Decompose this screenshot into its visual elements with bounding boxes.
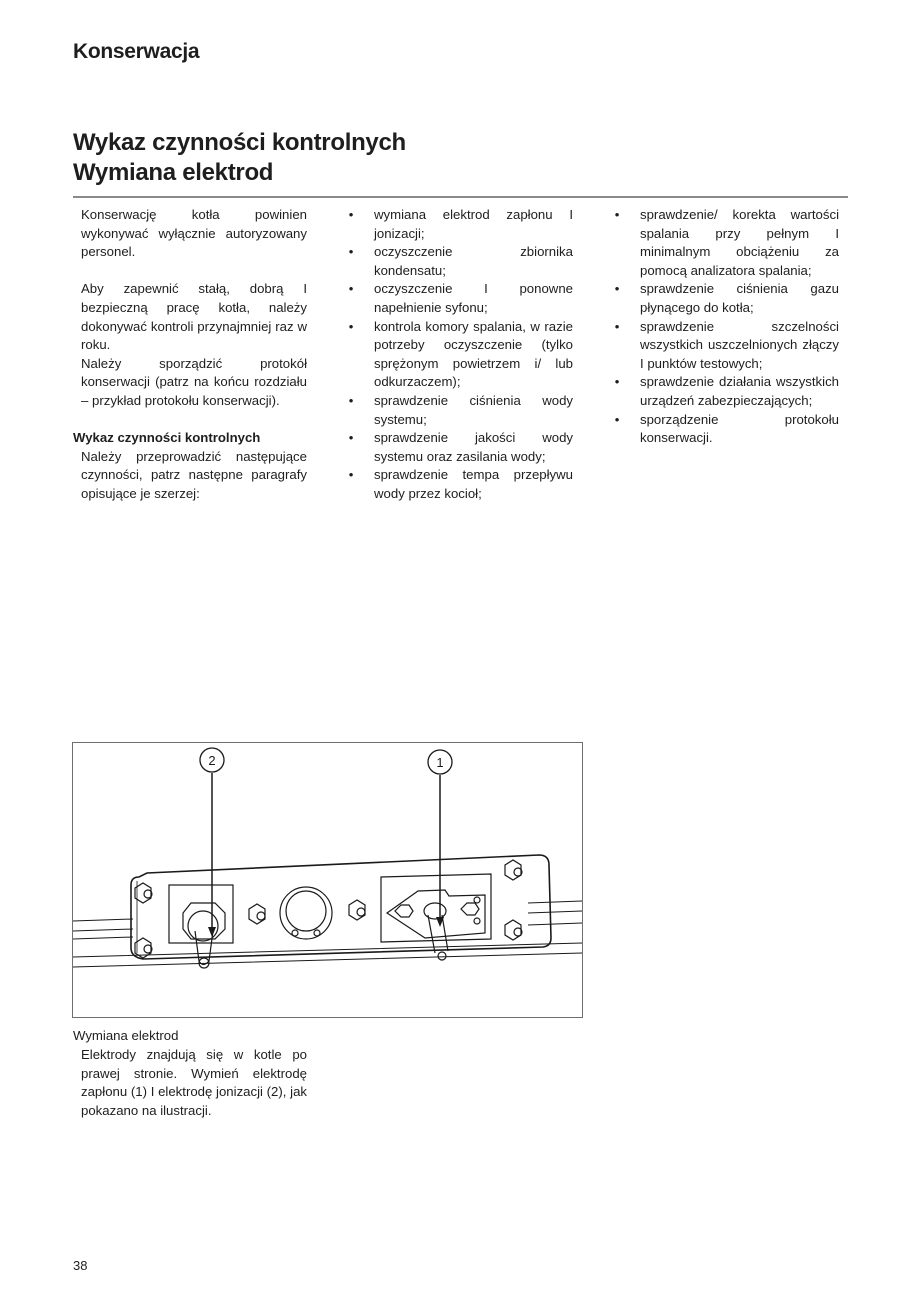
bullet-icon: •	[348, 430, 354, 446]
figure-caption-title: Wymiana elektrod	[73, 1028, 179, 1043]
list-item: • sprawdzenie szczelności wszystkich uszczelnionych złączy I punktów testowych;	[612, 318, 839, 374]
burner-plate-drawing	[73, 743, 582, 1017]
bullet-icon: •	[348, 392, 354, 408]
checklist-list-1	[346, 206, 573, 504]
list-item: • sprawdzenie ciśnienia gazu płynącego do kotła;	[612, 280, 839, 317]
bullet-icon: •	[348, 281, 354, 297]
list-item: • oczyszczenie I ponowne napełnienie syfonu;	[346, 280, 573, 317]
svg-text:2: 2	[208, 753, 216, 768]
page-title	[73, 128, 406, 188]
list-item: • wymiana elektrod zapłonu I jonizacji;	[346, 206, 573, 243]
list-item: • sprawdzenie/ korekta wartości spalania przy pełnym I minimalnym obciążeniu za pomocą analizatora spalania;	[612, 206, 839, 280]
page-title-line-2: Wymiana elektrod	[73, 159, 274, 186]
title-divider	[73, 196, 848, 198]
page-number: 38	[73, 1258, 88, 1273]
page-title-line-1: Wykaz czynności kontrolnych	[73, 129, 406, 156]
bullet-icon: •	[348, 244, 354, 260]
section-header: Konserwacja	[73, 40, 200, 63]
bullet-icon: •	[348, 207, 354, 222]
bullet-icon: •	[614, 207, 620, 222]
list-item: • kontrola komory spalania, w razie potrzeby oczyszczenie (tylko sprężonym powietrzem i/ lub odkurzaczem);	[346, 318, 573, 392]
svg-text:1: 1	[436, 755, 444, 770]
paragraph-yearly-check: Aby zapewnić stałą, dobrą I bezpieczną pracę kotła, należy dokonywać kontroli przynajmniej raz w roku.	[81, 281, 307, 353]
paragraph-protocol: Należy sporządzić protokół konserwacji (patrz na końcu rozdziału – przykład protokołu konserwacji).	[81, 355, 307, 408]
column-checklist-2	[612, 206, 839, 448]
paragraph-checklist-intro: Należy przeprowadzić następujące czynności, patrz następne paragrafy opisujące je szerzej:	[81, 448, 307, 501]
figure-caption-body: Elektrody znajdują się w kotle po prawej stronie. Wymień elektrodę zapłonu (1) I elektrodę jonizacji (2), jak pokazano na ilustracji.	[81, 1047, 307, 1118]
bullet-icon: •	[614, 411, 620, 427]
bullet-icon: •	[614, 318, 620, 334]
callout-1	[428, 750, 452, 927]
paragraph-authorized-personnel: Konserwację kotła powinien wykonywać wyłącznie autoryzowany personel.	[81, 207, 307, 260]
list-item: • sprawdzenie tempa przepływu wody przez kocioł;	[346, 466, 573, 503]
list-item: • sprawdzenie ciśnienia wody systemu;	[346, 392, 573, 429]
column-checklist-1	[346, 206, 573, 504]
bullet-icon: •	[614, 281, 620, 297]
subheading-checklist: Wykaz czynności kontrolnych	[73, 430, 261, 446]
list-item: • sprawdzenie działania wszystkich urządzeń zabezpieczających;	[612, 373, 839, 410]
electrode-illustration	[72, 742, 583, 1018]
column-intro	[73, 206, 307, 504]
list-item: • sprawdzenie jakości wody systemu oraz zasilania wody;	[346, 429, 573, 466]
bullet-icon: •	[348, 318, 354, 334]
list-item: • oczyszczenie zbiornika kondensatu;	[346, 243, 573, 280]
bullet-icon: •	[348, 467, 354, 483]
bullet-icon: •	[614, 374, 620, 390]
checklist-list-2	[612, 206, 839, 448]
list-item: • sporządzenie protokołu konserwacji.	[612, 411, 839, 448]
